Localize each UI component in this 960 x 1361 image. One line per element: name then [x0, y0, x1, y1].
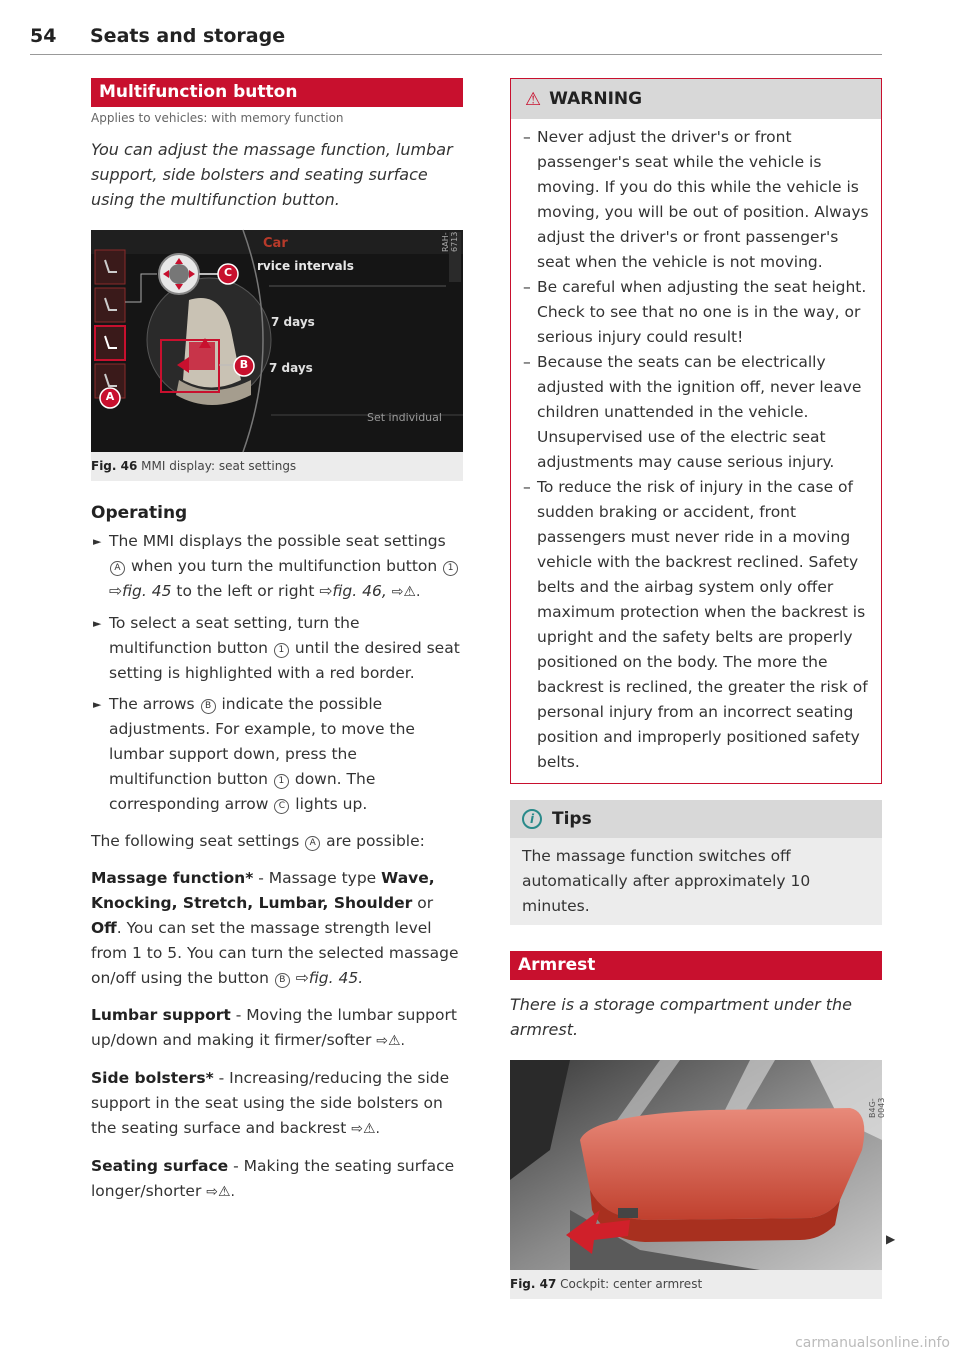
applies-note: Applies to vehicles: with memory function: [91, 111, 344, 125]
figure-47: [510, 1060, 886, 1299]
warning-reference-icon[interactable]: ⇨⚠.: [351, 1121, 380, 1137]
fig47-code: B4G-0043: [868, 1097, 886, 1118]
screen-days-1: 7 days: [271, 315, 315, 329]
callout-a-icon: A: [110, 561, 125, 576]
armrest-heading: Armrest: [510, 951, 882, 980]
warning-title: WARNING: [549, 89, 643, 109]
figure-46-caption: [91, 452, 463, 481]
fig46-badge-a: A: [105, 390, 115, 403]
fig46-badge-b: B: [239, 358, 249, 371]
armrest-image: [510, 1060, 886, 1270]
bullet-arrow-icon: ►: [93, 535, 102, 548]
warning-item: – Because the seats can be electrically adjusted with the ignition off, never leave children unattended in the vehicle. Unsupervised use of the electric seat adjustments may cause serious injury.: [523, 353, 862, 471]
tips-title: Tips: [552, 809, 592, 829]
fig46-code: RAH-6713: [441, 231, 459, 252]
seating-surface-paragraph: Seating surface - Making the seating surface longer/shorter ⇨⚠.: [91, 1157, 455, 1200]
bullet-arrow-icon: ►: [93, 698, 102, 711]
callout-1-icon: 1: [274, 774, 289, 789]
bullet-arrow-icon: ►: [93, 617, 102, 630]
screen-service-intervals: rvice intervals: [257, 259, 354, 273]
fig45-reference[interactable]: ⇨fig. 45.: [295, 969, 364, 987]
fig47-caption-text: Cockpit: center armrest: [560, 1277, 703, 1291]
figure-47-caption: [510, 1270, 882, 1299]
warning-header: [511, 79, 881, 119]
info-icon: i: [522, 809, 542, 829]
fig45-reference[interactable]: ⇨fig. 45: [109, 582, 172, 600]
warning-box: [510, 78, 882, 784]
warning-reference-icon[interactable]: ⇨⚠.: [376, 1033, 405, 1049]
fig46-reference[interactable]: ⇨fig. 46,: [319, 582, 387, 600]
page-header: [30, 25, 882, 55]
warning-body: [511, 119, 881, 783]
tips-box: [510, 800, 882, 925]
warning-item: – Never adjust the driver's or front passenger's seat while the vehicle is moving. If you do this while the vehicle is moving, you will be out of position. Always adjust the driver's or front passenger's seat when the vehicle is not moving.: [523, 128, 869, 271]
lumbar-support-paragraph: Lumbar support - Moving the lumbar support up/down and making it firmer/softer ⇨⚠.: [91, 1006, 457, 1049]
fig47-caption-number: Fig. 47: [510, 1277, 557, 1291]
tips-header: [510, 800, 882, 838]
side-bolsters-paragraph: Side bolsters* - Increasing/reducing the side support in the seat using the side bolsters on the seating surface and backrest ⇨⚠.: [91, 1069, 450, 1137]
warning-item: – To reduce the risk of injury in the case of sudden braking or accident, front passengers must never ride in a moving vehicle with the backrest reclined. Safety belts and the airbag system only offer maximum protection when the backrest is upright and the safety belts are properly positioned on the body. The more the backrest is reclined, the greater the risk of personal injury from an incorrect seating position and improperly positioned safety belts.: [523, 478, 868, 771]
warning-triangle-icon: ⚠: [525, 88, 542, 110]
multifunction-heading: Multifunction button: [91, 78, 463, 107]
section-title: Seats and storage: [90, 25, 286, 47]
multifunction-intro: You can adjust the massage function, lumbar support, side bolsters and seating surface using the multifunction button.: [91, 140, 453, 209]
callout-1-icon: 1: [274, 643, 289, 658]
warning-item: – Be careful when adjusting the seat height. Check to see that no one is in the way, or serious injury could result!: [523, 278, 867, 346]
right-column: [510, 78, 886, 1299]
screen-title: Car: [263, 236, 288, 251]
tips-text: The massage function switches off automatically after approximately 10 minutes.: [522, 847, 811, 915]
fig46-caption-number: Fig. 46: [91, 459, 138, 473]
fig46-caption-text: MMI display: seat settings: [141, 459, 297, 473]
callout-a-icon: A: [305, 836, 320, 851]
operating-step-1: ► The MMI displays the possible seat settings A when you turn the multifunction button 1 ⇨fig. 45 to the left or right ⇨fig. 46, ⇨⚠.: [91, 529, 463, 605]
operating-step-2: ► To select a seat setting, turn the multifunction button 1 until the desired seat setting is highlighted with a red border.: [91, 611, 463, 686]
figure-46: [91, 230, 463, 481]
operating-step-3: ► The arrows B indicate the possible adjustments. For example, to move the lumbar support down, press the multifunction button 1 down. The corresponding arrow C lights up.: [91, 692, 463, 817]
callout-b-icon: B: [275, 973, 290, 988]
continue-arrow-icon: ▶: [886, 1232, 896, 1246]
callout-1-icon: 1: [443, 561, 458, 576]
mmi-display-image: [91, 230, 463, 452]
armrest-illustration: [510, 1060, 882, 1270]
callout-b-icon: B: [201, 699, 216, 714]
warning-reference-icon[interactable]: ⇨⚠.: [391, 584, 421, 600]
page-number: 54: [30, 25, 57, 47]
warning-reference-icon[interactable]: ⇨⚠.: [206, 1184, 235, 1200]
massage-function-paragraph: Massage function* - Massage type Wave, Knocking, Stretch, Lumbar, Shoulder or Off. You can set the massage strength level from 1 to 5. You can turn the selected massage on/off using the button B ⇨fig. 45.: [91, 869, 459, 987]
settings-intro: The following seat settings A are possible:: [91, 832, 425, 850]
operating-heading: Operating: [91, 503, 188, 523]
watermark: carmanualsonline.info: [795, 1335, 950, 1351]
screen-days-2: 7 days: [269, 361, 313, 375]
screen-set-individual: Set individual: [367, 411, 442, 424]
left-column: [91, 78, 463, 1205]
fig46-badge-c: C: [223, 266, 233, 279]
armrest-intro: There is a storage compartment under the armrest.: [510, 995, 853, 1039]
callout-c-icon: C: [274, 799, 289, 814]
